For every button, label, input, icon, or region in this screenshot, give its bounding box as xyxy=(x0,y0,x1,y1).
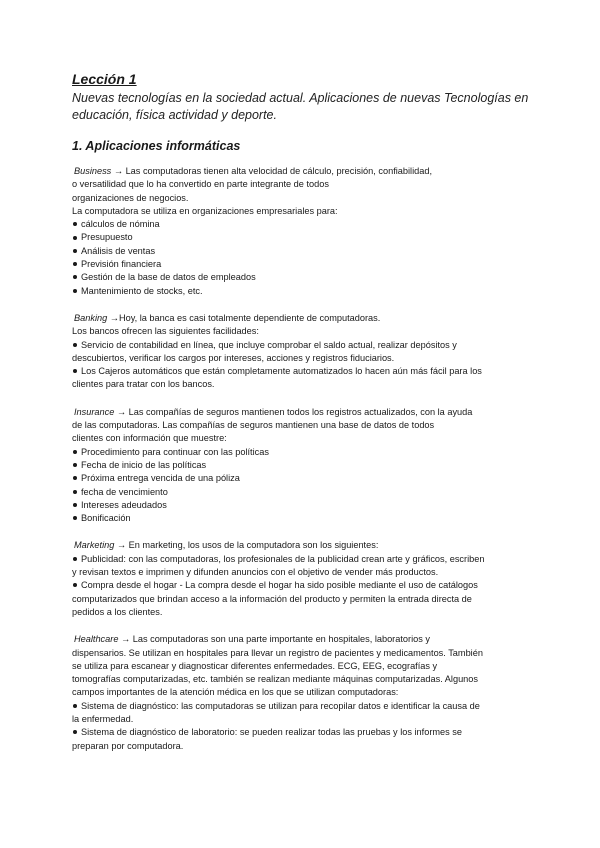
paragraph-line xyxy=(72,406,532,419)
bullet-text: Presupuesto xyxy=(81,232,133,243)
section-banking xyxy=(72,312,532,392)
bullet-continuation xyxy=(72,606,532,619)
bullet-item xyxy=(72,486,532,499)
paragraph-line: La computadora se utiliza en organizaciones empresariales para: xyxy=(72,205,338,216)
section-keyword: Marketing xyxy=(74,540,115,551)
bullet-dot-icon xyxy=(73,275,77,279)
bullet-dot-icon xyxy=(73,236,77,240)
bullet-item xyxy=(72,365,532,378)
bullet-item xyxy=(72,231,532,244)
bullet-continuation xyxy=(72,713,532,726)
bullet-dot-icon xyxy=(73,476,77,480)
line-text: → Las computadoras son una parte importante en hospitales, laboratorios y xyxy=(118,634,430,645)
lesson-subtitle xyxy=(72,90,532,124)
paragraph-line xyxy=(72,165,532,178)
bullet-text: Bonificación xyxy=(81,513,131,524)
section-insurance xyxy=(72,406,532,526)
paragraph-line xyxy=(72,312,532,325)
bullet-text: Mantenimiento de stocks, etc. xyxy=(81,285,203,296)
bullet-continuation xyxy=(72,378,532,391)
bullet-item xyxy=(72,218,532,231)
document-content xyxy=(72,70,532,767)
line-text: →Hoy, la banca es casi totalmente dependiente de computadoras. xyxy=(107,312,381,323)
bullet-text: Sistema de diagnóstico de laboratorio: se pueden realizar todas las pruebas y los informes se xyxy=(81,727,462,738)
subtitle-line: Nuevas tecnologías en la sociedad actual. Aplicaciones de nuevas Tecnologías en xyxy=(72,91,529,105)
bullet-item xyxy=(72,700,532,713)
bullet-item xyxy=(72,339,532,352)
bullet-item xyxy=(72,512,532,525)
bullet-text: Publicidad: con las computadoras, los profesionales de la publicidad crean arte y gráficos, escriben xyxy=(81,553,485,564)
bullet-text: preparan por computadora. xyxy=(72,740,184,751)
paragraph-line: de las computadoras. Las compañías de seguros mantienen una base de datos de todos xyxy=(72,420,435,431)
bullet-item xyxy=(72,245,532,258)
section-heading: 1. Aplicaciones informáticas xyxy=(72,139,241,153)
paragraph-line xyxy=(72,633,532,646)
bullet-dot-icon xyxy=(73,249,77,253)
bullet-dot-icon xyxy=(73,289,77,293)
bullet-text: Próxima entrega vencida de una póliza xyxy=(81,473,240,484)
bullet-text: Compra desde el hogar - La compra desde el hogar ha sido posible mediante el uso de catálogos xyxy=(81,580,478,591)
bullet-dot-icon xyxy=(73,704,77,708)
bullet-item xyxy=(72,579,532,592)
paragraph-line: clientes con información que muestre: xyxy=(72,433,227,444)
bullet-text: fecha de vencimiento xyxy=(81,486,168,497)
bullet-text: cálculos de nómina xyxy=(81,219,160,230)
bullet-item xyxy=(72,726,532,739)
bullet-dot-icon xyxy=(73,222,77,226)
subtitle-line: educación, física actividad y deporte. xyxy=(72,108,277,122)
sections-container xyxy=(72,165,532,753)
bullet-continuation xyxy=(72,740,532,753)
bullet-item xyxy=(72,472,532,485)
bullet-dot-icon xyxy=(73,583,77,587)
bullet-dot-icon xyxy=(73,730,77,734)
bullet-item xyxy=(72,271,532,284)
bullet-text: pedidos a los clientes. xyxy=(72,606,163,617)
bullet-dot-icon xyxy=(73,516,77,520)
bullet-dot-icon xyxy=(73,369,77,373)
paragraph-line: o versatilidad que lo ha convertido en parte integrante de todos xyxy=(72,179,329,190)
paragraph-line: se utiliza para escanear y diagnosticar diferentes enfermedades. ECG, EEG, ecografías y xyxy=(72,660,438,671)
bullet-text: clientes para tratar con los bancos. xyxy=(72,379,215,390)
bullet-text: Análisis de ventas xyxy=(81,245,156,256)
bullet-text: Previsión financiera xyxy=(81,259,162,270)
bullet-text: Servicio de contabilidad en línea, que incluye comprobar el saldo actual, realizar depósitos y xyxy=(81,339,457,350)
bullet-item xyxy=(72,258,532,271)
lesson-title: Lección 1 xyxy=(72,71,137,87)
paragraph-line xyxy=(72,539,532,552)
section-keyword: Business xyxy=(74,166,112,176)
bullet-item xyxy=(72,459,532,472)
bullet-item xyxy=(72,499,532,512)
bullet-continuation xyxy=(72,352,532,365)
section-business xyxy=(72,165,532,298)
section-healthcare xyxy=(72,633,532,753)
bullet-text: Los Cajeros automáticos que están completamente automatizados lo hacen aún más fácil para los xyxy=(81,366,482,377)
bullet-text: Gestión de la base de datos de empleados xyxy=(81,272,256,283)
section-keyword: Banking xyxy=(74,312,108,323)
bullet-text: Intereses adeudados xyxy=(81,499,167,510)
bullet-item xyxy=(72,553,532,566)
bullet-text: descubiertos, verificar los cargos por intereses, acciones y registros fiduciarios. xyxy=(72,352,395,363)
bullet-dot-icon xyxy=(73,490,77,494)
bullet-dot-icon xyxy=(73,503,77,507)
section-keyword: Insurance xyxy=(74,406,115,417)
line-text: → En marketing, los usos de la computadora son los siguientes: xyxy=(114,540,379,551)
bullet-text: Procedimiento para continuar con las políticas xyxy=(81,446,269,457)
paragraph-line: campos importantes de la atención médica en los que se utilizan computadoras: xyxy=(72,687,399,698)
bullet-dot-icon xyxy=(73,557,77,561)
bullet-text: Sistema de diagnóstico: las computadoras se utilizan para recopilar datos e identificar la causa de xyxy=(81,700,480,711)
bullet-continuation xyxy=(72,593,532,606)
bullet-dot-icon xyxy=(73,343,77,347)
line-text: → Las computadoras tienen alta velocidad de cálculo, precisión, confiabilidad, xyxy=(111,166,433,176)
bullet-text: computarizados que brindan acceso a la información del producto y permiten la entrada directa de xyxy=(72,593,472,604)
bullet-dot-icon xyxy=(73,262,77,266)
bullet-continuation xyxy=(72,566,532,579)
paragraph-line: Los bancos ofrecen las siguientes facilidades: xyxy=(72,326,259,337)
paragraph-line: dispensarios. Se utilizan en hospitales para llevar un registro de pacientes y medicamentos. También xyxy=(72,647,483,658)
bullet-text: Fecha de inicio de las políticas xyxy=(81,459,207,470)
bullet-dot-icon xyxy=(73,463,77,467)
section-keyword: Healthcare xyxy=(74,634,119,645)
line-text: → Las compañías de seguros mantienen todos los registros actualizados, con la ayuda xyxy=(114,406,473,417)
bullet-text: y revisan textos e imprimen y difunden anuncios con el objetivo de vender más productos. xyxy=(72,567,439,578)
section-marketing xyxy=(72,539,532,619)
bullet-dot-icon xyxy=(73,450,77,454)
bullet-item xyxy=(72,285,532,298)
bullet-item xyxy=(72,446,532,459)
paragraph-line: tomografías computarizadas, etc. también se realizan mediante máquinas computarizadas. Algunos xyxy=(72,674,478,685)
paragraph-line: organizaciones de negocios. xyxy=(72,192,189,203)
bullet-text: la enfermedad. xyxy=(72,713,134,724)
